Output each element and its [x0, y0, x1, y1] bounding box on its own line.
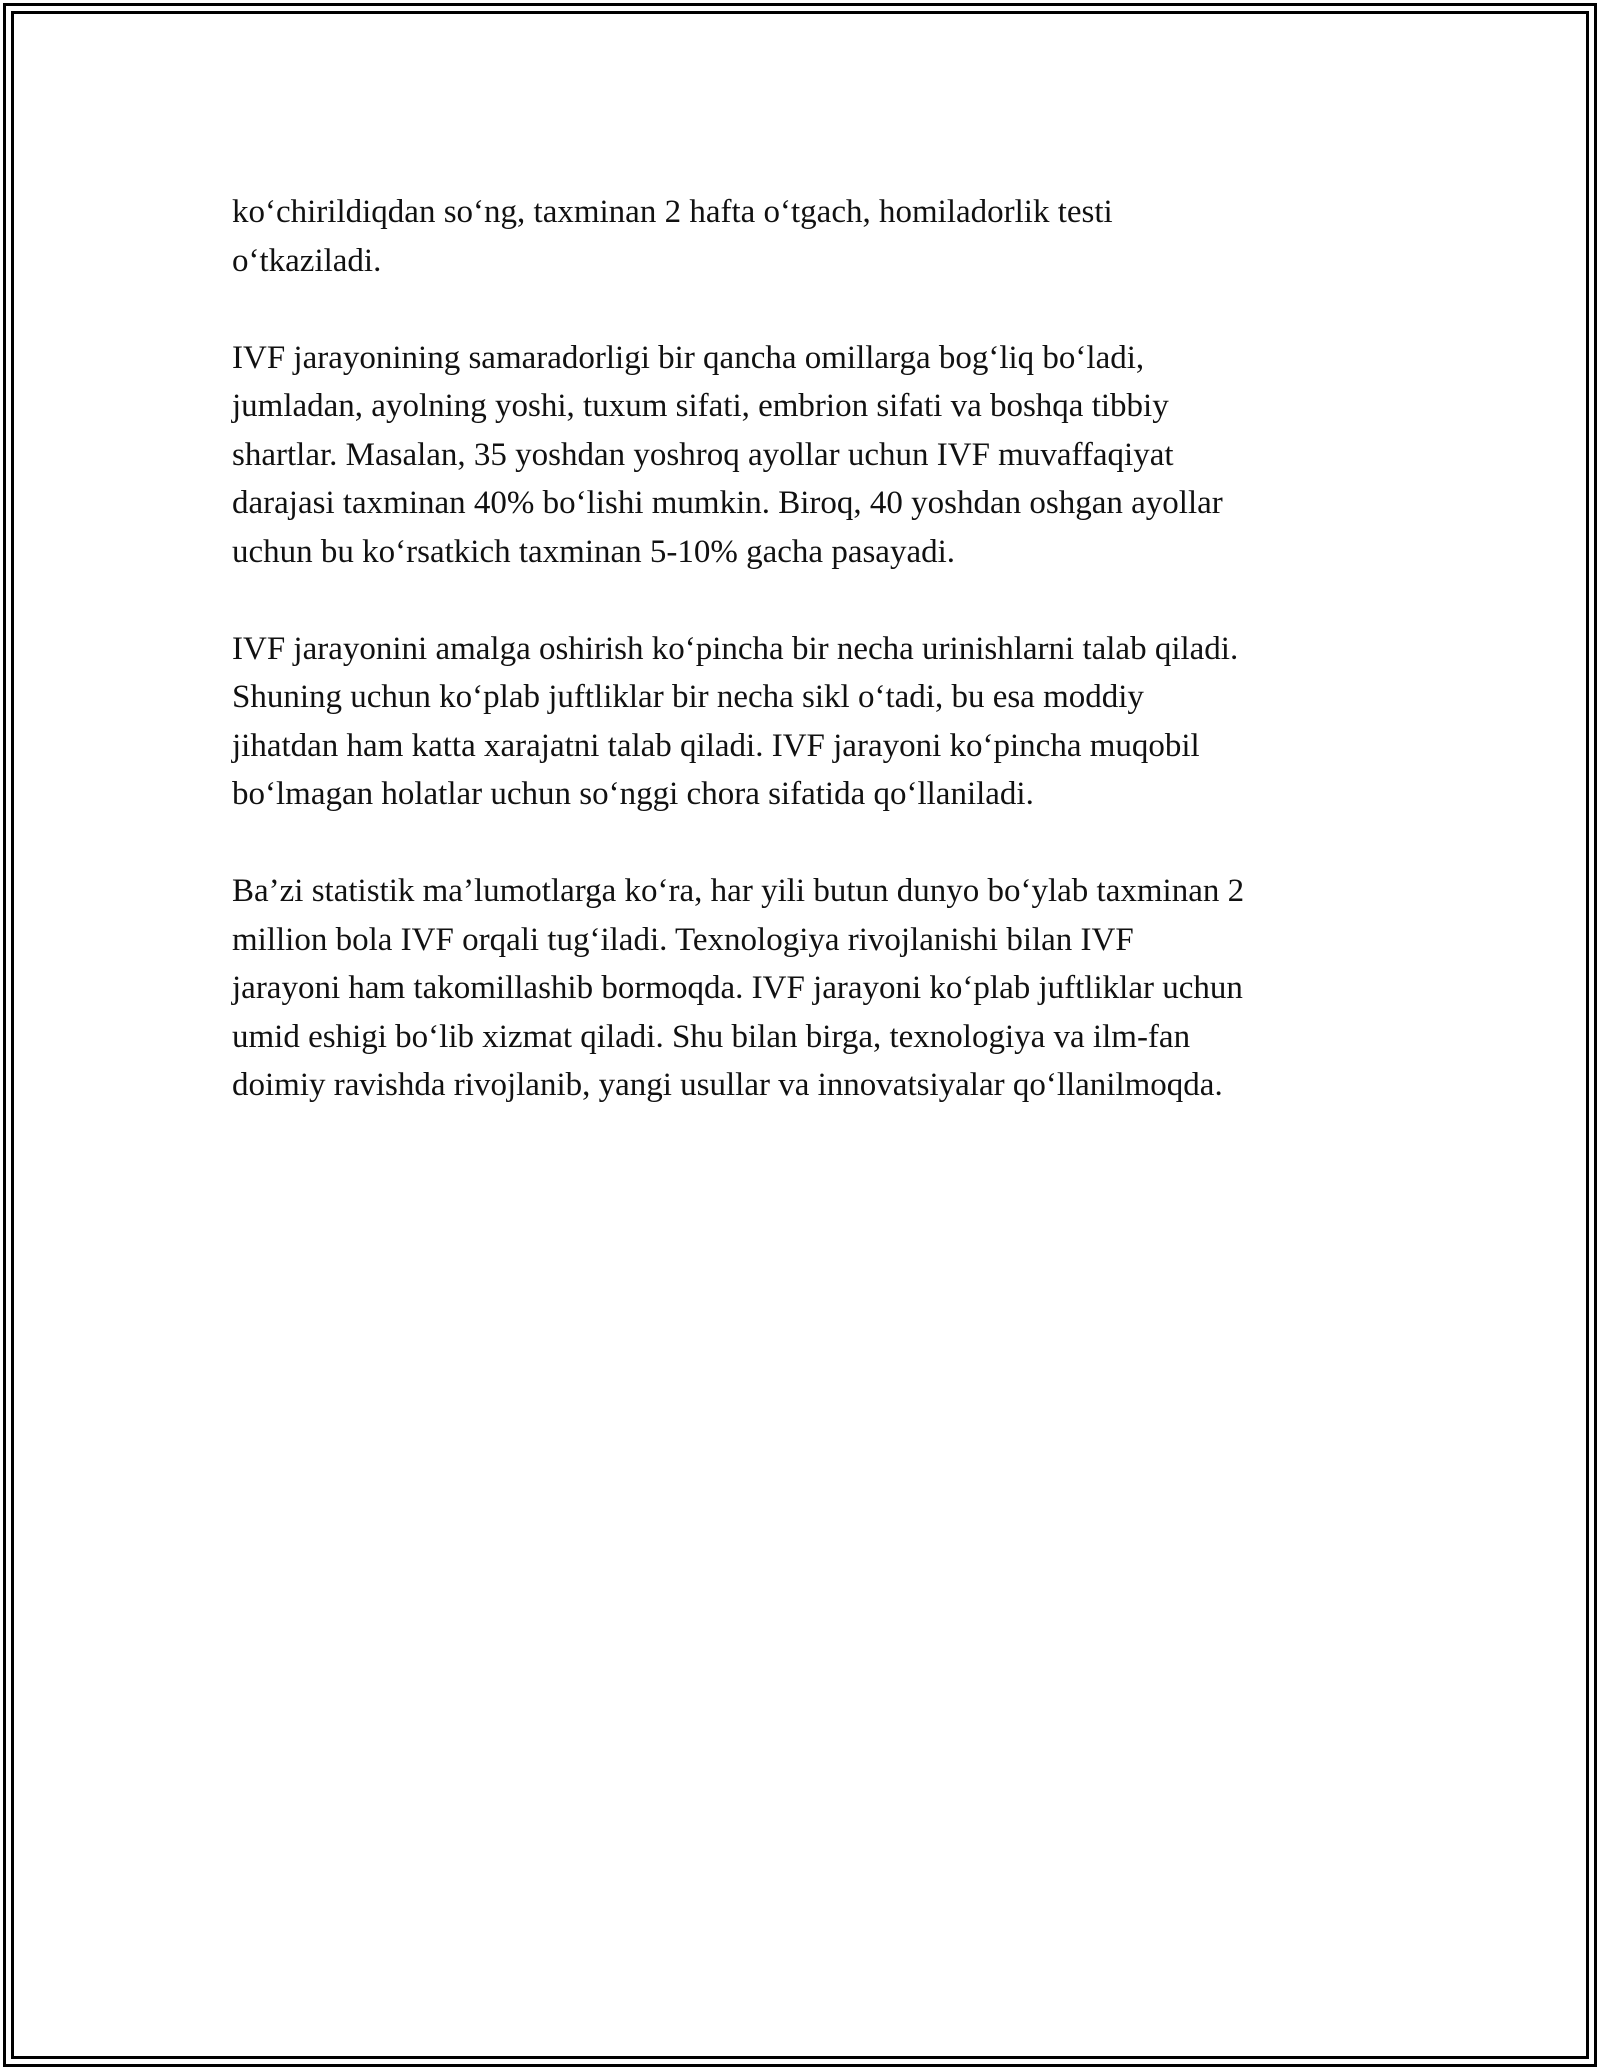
paragraph-4 — [232, 867, 1392, 1110]
text-line: bo‘lmagan holatlar uchun so‘nggi chora sifatida qo‘llaniladi. — [232, 776, 1034, 812]
text-line: jarayoni ham takomillashib bormoqda. IVF jarayoni ko‘plab juftliklar uchun — [232, 970, 1243, 1006]
text-line: jihatdan ham katta xarajatni talab qiladi. IVF jarayoni ko‘pincha muqobil — [232, 727, 1200, 764]
text-line: Ba’zi statistik ma’lumotlarga ko‘ra, har yili butun dunyo bo‘ylab taxminan 2 — [232, 873, 1245, 909]
paragraph-1 — [232, 188, 1392, 285]
text-line: IVF jarayonining samaradorligi bir qancha omillarga bog‘liq bo‘ladi, — [232, 339, 1145, 376]
paragraph-2 — [232, 334, 1392, 577]
text-line: ko‘chirildiqdan so‘ng, taxminan 2 hafta o‘tgach, homiladorlik testi — [232, 194, 1113, 230]
text-line: million bola IVF orqali tug‘iladi. Texnologiya rivojlanishi bilan IVF — [232, 921, 1134, 958]
text-line: jumladan, ayolning yoshi, tuxum sifati, embrion sifati va boshqa tibbiy — [232, 388, 1169, 424]
text-line: IVF jarayonini amalga oshirish ko‘pincha bir necha urinishlarni talab qiladi. — [232, 630, 1239, 667]
paragraph-3 — [232, 625, 1392, 819]
text-line: uchun bu ko‘rsatkich taxminan 5-10% gacha pasayadi. — [232, 533, 956, 570]
text-line: shartlar. Masalan, 35 yoshdan yoshroq ayollar uchun IVF muvaffaqiyat — [232, 436, 1174, 473]
text-line: Shuning uchun ko‘plab juftliklar bir necha sikl o‘tadi, bu esa moddiy — [232, 679, 1144, 715]
text-line: o‘tkaziladi. — [232, 242, 382, 279]
text-line: doimiy ravishda rivojlanib, yangi usullar va innovatsiyalar qo‘llanilmoqda. — [232, 1067, 1223, 1103]
text-line: darajasi taxminan 40% bo‘lishi mumkin. Biroq, 40 yoshdan oshgan ayollar — [232, 485, 1223, 521]
text-line: umid eshigi bo‘lib xizmat qiladi. Shu bilan birga, texnologiya va ilm-fan — [232, 1018, 1191, 1055]
document-body — [232, 188, 1392, 1158]
